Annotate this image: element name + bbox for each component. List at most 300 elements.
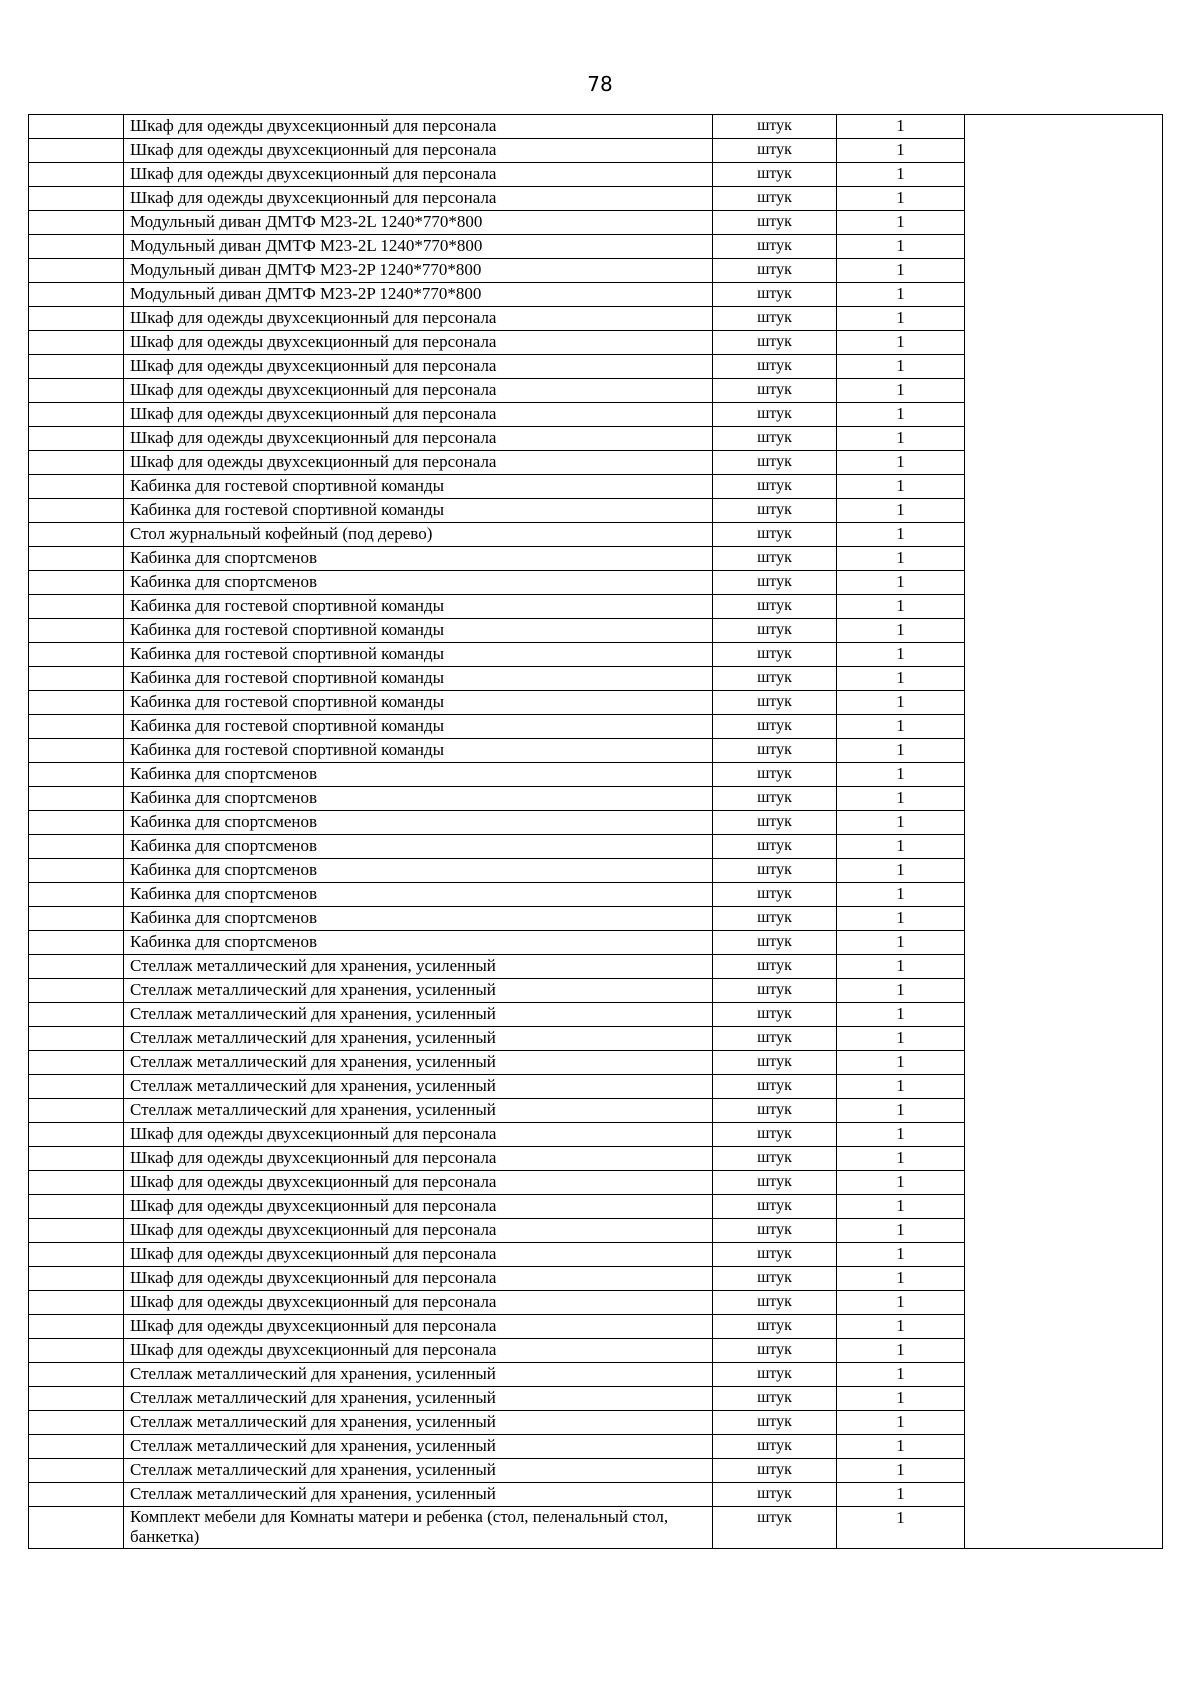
row-number-cell [29, 619, 124, 643]
quantity-cell: 1 [837, 1267, 965, 1291]
item-name-cell: Кабинка для спортсменов [124, 763, 713, 787]
unit-cell: штук [713, 1003, 837, 1027]
quantity-cell: 1 [837, 571, 965, 595]
quantity-cell: 1 [837, 163, 965, 187]
item-name-cell: Стеллаж металлический для хранения, усиленный [124, 1363, 713, 1387]
item-name-cell: Стеллаж металлический для хранения, усиленный [124, 1435, 713, 1459]
row-number-cell [29, 1003, 124, 1027]
item-name-cell: Шкаф для одежды двухсекционный для персонала [124, 1123, 713, 1147]
row-number-cell [29, 1075, 124, 1099]
table-row [29, 1459, 1163, 1483]
row-number-cell [29, 331, 124, 355]
table-row [29, 163, 1163, 187]
unit-cell: штук [713, 1243, 837, 1267]
quantity-cell: 1 [837, 1291, 965, 1315]
unit-cell: штук [713, 1339, 837, 1363]
quantity-cell: 1 [837, 859, 965, 883]
item-name-cell: Кабинка для спортсменов [124, 907, 713, 931]
unit-cell: штук [713, 1171, 837, 1195]
item-name-cell: Шкаф для одежды двухсекционный для персонала [124, 1291, 713, 1315]
quantity-cell: 1 [837, 787, 965, 811]
quantity-cell: 1 [837, 331, 965, 355]
unit-cell: штук [713, 187, 837, 211]
note-cell [965, 259, 1163, 283]
unit-cell: штук [713, 1123, 837, 1147]
note-cell [965, 955, 1163, 979]
row-number-cell [29, 1483, 124, 1507]
table-row [29, 1291, 1163, 1315]
note-cell [965, 1195, 1163, 1219]
unit-cell: штук [713, 163, 837, 187]
note-cell [965, 715, 1163, 739]
table-row [29, 739, 1163, 763]
quantity-cell: 1 [837, 907, 965, 931]
quantity-cell: 1 [837, 691, 965, 715]
note-cell [965, 1171, 1163, 1195]
note-cell [965, 1003, 1163, 1027]
row-number-cell [29, 1123, 124, 1147]
quantity-cell: 1 [837, 595, 965, 619]
table-row [29, 1099, 1163, 1123]
note-cell [965, 1075, 1163, 1099]
note-cell [965, 763, 1163, 787]
unit-cell: штук [713, 547, 837, 571]
note-cell [965, 835, 1163, 859]
table-row [29, 979, 1163, 1003]
quantity-cell: 1 [837, 715, 965, 739]
unit-cell: штук [713, 1435, 837, 1459]
table-row [29, 811, 1163, 835]
unit-cell: штук [713, 1483, 837, 1507]
row-number-cell [29, 667, 124, 691]
table-row [29, 139, 1163, 163]
note-cell [965, 1411, 1163, 1435]
note-cell [965, 859, 1163, 883]
unit-cell: штук [713, 715, 837, 739]
note-cell [965, 451, 1163, 475]
quantity-cell: 1 [837, 283, 965, 307]
unit-cell: штук [713, 619, 837, 643]
unit-cell: штук [713, 691, 837, 715]
unit-cell: штук [713, 379, 837, 403]
item-name-cell: Кабинка для спортсменов [124, 571, 713, 595]
item-name-cell: Кабинка для гостевой спортивной команды [124, 739, 713, 763]
item-name-cell: Кабинка для спортсменов [124, 787, 713, 811]
unit-cell: штук [713, 451, 837, 475]
quantity-cell: 1 [837, 1243, 965, 1267]
unit-cell: штук [713, 1411, 837, 1435]
unit-cell: штук [713, 859, 837, 883]
item-name-cell: Стеллаж металлический для хранения, усиленный [124, 1099, 713, 1123]
unit-cell: штук [713, 475, 837, 499]
table-row [29, 835, 1163, 859]
item-name-cell: Кабинка для спортсменов [124, 811, 713, 835]
quantity-cell: 1 [837, 1387, 965, 1411]
row-number-cell [29, 307, 124, 331]
row-number-cell [29, 115, 124, 139]
unit-cell: штук [713, 1459, 837, 1483]
unit-cell: штук [713, 883, 837, 907]
row-number-cell [29, 1363, 124, 1387]
unit-cell: штук [713, 1075, 837, 1099]
row-number-cell [29, 547, 124, 571]
quantity-cell: 1 [837, 1507, 965, 1549]
quantity-cell: 1 [837, 427, 965, 451]
item-name-cell: Комплект мебели для Комнаты матери и ребенка (стол, пеленальный стол, банкетка) [124, 1507, 713, 1549]
table-row [29, 1315, 1163, 1339]
unit-cell: штук [713, 595, 837, 619]
note-cell [965, 787, 1163, 811]
row-number-cell [29, 931, 124, 955]
note-cell [965, 739, 1163, 763]
table-row [29, 1147, 1163, 1171]
unit-cell: штук [713, 811, 837, 835]
quantity-cell: 1 [837, 979, 965, 1003]
note-cell [965, 379, 1163, 403]
row-number-cell [29, 1027, 124, 1051]
item-name-cell: Модульный диван ДМТФ М23-2P 1240*770*800 [124, 283, 713, 307]
quantity-cell: 1 [837, 667, 965, 691]
row-number-cell [29, 475, 124, 499]
note-cell [965, 235, 1163, 259]
row-number-cell [29, 859, 124, 883]
item-name-cell: Стеллаж металлический для хранения, усиленный [124, 1483, 713, 1507]
unit-cell: штук [713, 643, 837, 667]
item-name-cell: Кабинка для гостевой спортивной команды [124, 499, 713, 523]
item-name-cell: Шкаф для одежды двухсекционный для персонала [124, 187, 713, 211]
table-row [29, 499, 1163, 523]
unit-cell: штук [713, 403, 837, 427]
table-row [29, 1483, 1163, 1507]
table-row [29, 1123, 1163, 1147]
row-number-cell [29, 211, 124, 235]
quantity-cell: 1 [837, 1411, 965, 1435]
note-cell [965, 1315, 1163, 1339]
item-name-cell: Стеллаж металлический для хранения, усиленный [124, 1075, 713, 1099]
quantity-cell: 1 [837, 259, 965, 283]
table-row [29, 907, 1163, 931]
row-number-cell [29, 1243, 124, 1267]
table-row [29, 1363, 1163, 1387]
unit-cell: штук [713, 1147, 837, 1171]
table-row [29, 667, 1163, 691]
quantity-cell: 1 [837, 523, 965, 547]
inventory-table [28, 114, 1163, 1549]
unit-cell: штук [713, 955, 837, 979]
unit-cell: штук [713, 1387, 837, 1411]
row-number-cell [29, 1291, 124, 1315]
row-number-cell [29, 691, 124, 715]
note-cell [965, 475, 1163, 499]
item-name-cell: Стол журнальный кофейный (под дерево) [124, 523, 713, 547]
row-number-cell [29, 1219, 124, 1243]
row-number-cell [29, 163, 124, 187]
unit-cell: штук [713, 1219, 837, 1243]
quantity-cell: 1 [837, 475, 965, 499]
quantity-cell: 1 [837, 763, 965, 787]
table-row [29, 763, 1163, 787]
item-name-cell: Шкаф для одежды двухсекционный для персонала [124, 1219, 713, 1243]
table-row [29, 211, 1163, 235]
quantity-cell: 1 [837, 619, 965, 643]
item-name-cell: Шкаф для одежды двухсекционный для персонала [124, 1171, 713, 1195]
table-row [29, 403, 1163, 427]
table-row [29, 115, 1163, 139]
note-cell [965, 907, 1163, 931]
table-row [29, 307, 1163, 331]
table-row [29, 379, 1163, 403]
note-cell [965, 187, 1163, 211]
unit-cell: штук [713, 1195, 837, 1219]
table-row [29, 1435, 1163, 1459]
unit-cell: штук [713, 1315, 837, 1339]
unit-cell: штук [713, 283, 837, 307]
table-row [29, 571, 1163, 595]
table-row [29, 187, 1163, 211]
note-cell [965, 523, 1163, 547]
quantity-cell: 1 [837, 955, 965, 979]
note-cell [965, 1243, 1163, 1267]
table-row [29, 331, 1163, 355]
table-row [29, 691, 1163, 715]
table-row [29, 1219, 1163, 1243]
item-name-cell: Шкаф для одежды двухсекционный для персонала [124, 1339, 713, 1363]
item-name-cell: Шкаф для одежды двухсекционный для персонала [124, 163, 713, 187]
note-cell [965, 499, 1163, 523]
item-name-cell: Кабинка для спортсменов [124, 835, 713, 859]
row-number-cell [29, 1195, 124, 1219]
table-row [29, 787, 1163, 811]
item-name-cell: Стеллаж металлический для хранения, усиленный [124, 1459, 713, 1483]
row-number-cell [29, 1315, 124, 1339]
item-name-cell: Шкаф для одежды двухсекционный для персонала [124, 1315, 713, 1339]
row-number-cell [29, 403, 124, 427]
row-number-cell [29, 427, 124, 451]
unit-cell: штук [713, 763, 837, 787]
item-name-cell: Кабинка для гостевой спортивной команды [124, 667, 713, 691]
row-number-cell [29, 715, 124, 739]
table-row [29, 1267, 1163, 1291]
item-name-cell: Стеллаж металлический для хранения, усиленный [124, 1411, 713, 1435]
quantity-cell: 1 [837, 307, 965, 331]
item-name-cell: Кабинка для гостевой спортивной команды [124, 691, 713, 715]
table-row [29, 1171, 1163, 1195]
note-cell [965, 283, 1163, 307]
table-row [29, 523, 1163, 547]
quantity-cell: 1 [837, 139, 965, 163]
note-cell [965, 931, 1163, 955]
unit-cell: штук [713, 907, 837, 931]
unit-cell: штук [713, 979, 837, 1003]
item-name-cell: Кабинка для гостевой спортивной команды [124, 643, 713, 667]
item-name-cell: Кабинка для гостевой спортивной команды [124, 475, 713, 499]
note-cell [965, 1123, 1163, 1147]
table-row [29, 883, 1163, 907]
row-number-cell [29, 1411, 124, 1435]
row-number-cell [29, 979, 124, 1003]
unit-cell: штук [713, 523, 837, 547]
quantity-cell: 1 [837, 643, 965, 667]
inventory-table-body [29, 115, 1163, 1549]
quantity-cell: 1 [837, 1003, 965, 1027]
note-cell [965, 139, 1163, 163]
note-cell [965, 667, 1163, 691]
row-number-cell [29, 1099, 124, 1123]
note-cell [965, 1483, 1163, 1507]
quantity-cell: 1 [837, 811, 965, 835]
row-number-cell [29, 451, 124, 475]
row-number-cell [29, 643, 124, 667]
table-row [29, 931, 1163, 955]
table-row [29, 1027, 1163, 1051]
item-name-cell: Кабинка для гостевой спортивной команды [124, 619, 713, 643]
item-name-cell: Шкаф для одежды двухсекционный для персонала [124, 427, 713, 451]
note-cell [965, 1147, 1163, 1171]
table-row [29, 547, 1163, 571]
unit-cell: штук [713, 1507, 837, 1549]
table-row [29, 1195, 1163, 1219]
quantity-cell: 1 [837, 451, 965, 475]
row-number-cell [29, 355, 124, 379]
table-row [29, 643, 1163, 667]
quantity-cell: 1 [837, 187, 965, 211]
row-number-cell [29, 283, 124, 307]
table-row [29, 715, 1163, 739]
unit-cell: штук [713, 211, 837, 235]
row-number-cell [29, 187, 124, 211]
row-number-cell [29, 1267, 124, 1291]
row-number-cell [29, 1339, 124, 1363]
quantity-cell: 1 [837, 547, 965, 571]
quantity-cell: 1 [837, 1459, 965, 1483]
item-name-cell: Стеллаж металлический для хранения, усиленный [124, 1003, 713, 1027]
quantity-cell: 1 [837, 1123, 965, 1147]
unit-cell: штук [713, 355, 837, 379]
row-number-cell [29, 1507, 124, 1549]
item-name-cell: Кабинка для спортсменов [124, 547, 713, 571]
unit-cell: штук [713, 115, 837, 139]
row-number-cell [29, 1051, 124, 1075]
row-number-cell [29, 739, 124, 763]
table-row [29, 619, 1163, 643]
note-cell [965, 163, 1163, 187]
item-name-cell: Шкаф для одежды двухсекционный для персонала [124, 1243, 713, 1267]
row-number-cell [29, 955, 124, 979]
item-name-cell: Кабинка для спортсменов [124, 859, 713, 883]
item-name-cell: Стеллаж металлический для хранения, усиленный [124, 979, 713, 1003]
row-number-cell [29, 835, 124, 859]
row-number-cell [29, 1387, 124, 1411]
quantity-cell: 1 [837, 115, 965, 139]
unit-cell: штук [713, 235, 837, 259]
row-number-cell [29, 259, 124, 283]
quantity-cell: 1 [837, 403, 965, 427]
quantity-cell: 1 [837, 499, 965, 523]
quantity-cell: 1 [837, 1099, 965, 1123]
unit-cell: штук [713, 499, 837, 523]
item-name-cell: Стеллаж металлический для хранения, усиленный [124, 955, 713, 979]
unit-cell: штук [713, 259, 837, 283]
note-cell [965, 1339, 1163, 1363]
note-cell [965, 1459, 1163, 1483]
item-name-cell: Стеллаж металлический для хранения, усиленный [124, 1387, 713, 1411]
quantity-cell: 1 [837, 1051, 965, 1075]
note-cell [965, 619, 1163, 643]
note-cell [965, 427, 1163, 451]
quantity-cell: 1 [837, 1219, 965, 1243]
row-number-cell [29, 379, 124, 403]
row-number-cell [29, 763, 124, 787]
quantity-cell: 1 [837, 1363, 965, 1387]
quantity-cell: 1 [837, 1315, 965, 1339]
note-cell [965, 331, 1163, 355]
quantity-cell: 1 [837, 1147, 965, 1171]
unit-cell: штук [713, 787, 837, 811]
quantity-cell: 1 [837, 835, 965, 859]
note-cell [965, 811, 1163, 835]
table-row [29, 1075, 1163, 1099]
unit-cell: штук [713, 331, 837, 355]
item-name-cell: Шкаф для одежды двухсекционный для персонала [124, 1267, 713, 1291]
row-number-cell [29, 1171, 124, 1195]
note-cell [965, 883, 1163, 907]
table-row [29, 283, 1163, 307]
item-name-cell: Шкаф для одежды двухсекционный для персонала [124, 115, 713, 139]
table-row [29, 595, 1163, 619]
note-cell [965, 115, 1163, 139]
quantity-cell: 1 [837, 931, 965, 955]
note-cell [965, 1363, 1163, 1387]
table-row [29, 1003, 1163, 1027]
unit-cell: штук [713, 1027, 837, 1051]
item-name-cell: Шкаф для одежды двухсекционный для персонала [124, 403, 713, 427]
note-cell [965, 595, 1163, 619]
quantity-cell: 1 [837, 355, 965, 379]
item-name-cell: Стеллаж металлический для хранения, усиленный [124, 1051, 713, 1075]
note-cell [965, 1099, 1163, 1123]
note-cell [965, 1027, 1163, 1051]
unit-cell: штук [713, 1267, 837, 1291]
item-name-cell: Шкаф для одежды двухсекционный для персонала [124, 1195, 713, 1219]
item-name-cell: Шкаф для одежды двухсекционный для персонала [124, 1147, 713, 1171]
note-cell [965, 1507, 1163, 1549]
table-row [29, 955, 1163, 979]
unit-cell: штук [713, 739, 837, 763]
row-number-cell [29, 811, 124, 835]
item-name-cell: Модульный диван ДМТФ М23-2L 1240*770*800 [124, 235, 713, 259]
table-row [29, 355, 1163, 379]
item-name-cell: Шкаф для одежды двухсекционный для персонала [124, 355, 713, 379]
quantity-cell: 1 [837, 883, 965, 907]
note-cell [965, 1291, 1163, 1315]
unit-cell: штук [713, 667, 837, 691]
table-row [29, 1243, 1163, 1267]
item-name-cell: Кабинка для спортсменов [124, 931, 713, 955]
quantity-cell: 1 [837, 1483, 965, 1507]
quantity-cell: 1 [837, 1339, 965, 1363]
row-number-cell [29, 883, 124, 907]
note-cell [965, 643, 1163, 667]
item-name-cell: Шкаф для одежды двухсекционный для персонала [124, 307, 713, 331]
table-row [29, 259, 1163, 283]
note-cell [965, 691, 1163, 715]
item-name-cell: Шкаф для одежды двухсекционный для персонала [124, 379, 713, 403]
item-name-cell: Модульный диван ДМТФ М23-2L 1240*770*800 [124, 211, 713, 235]
unit-cell: штук [713, 1099, 837, 1123]
table-row [29, 475, 1163, 499]
table-row [29, 1387, 1163, 1411]
quantity-cell: 1 [837, 1195, 965, 1219]
